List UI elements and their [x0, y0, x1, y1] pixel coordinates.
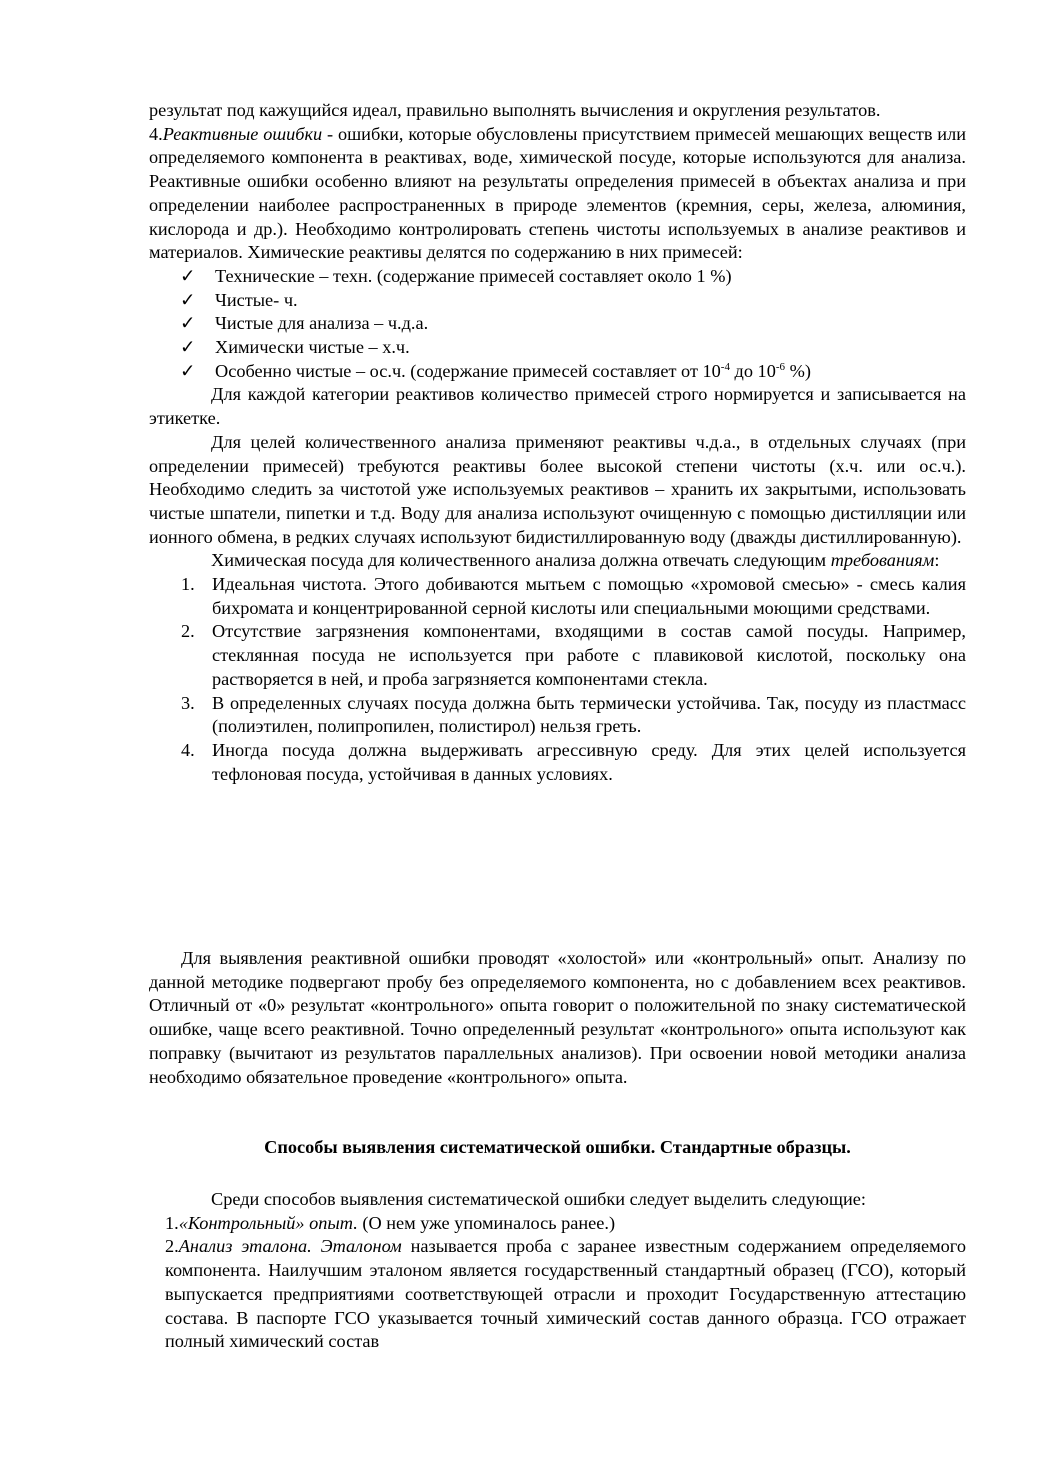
list-item: [149, 739, 966, 786]
purity-paragraph: Для целей количественного анализа применяют реактивы ч.д.а., в отдельных случаях (при определении примесей) требуются реактивы более высокой степени чистоты (х.ч. или ос.ч.). Необходимо следить за чистотой уже используемых реактивов – хранить их закрытыми, использовать чистые шпатели, пипетки и т.д. Воду для анализа используют очищенную с помощью дистилляции или ионного обмена, в редких случаях используют бидистиллированную воду (дважды дистиллированную).: [149, 431, 966, 547]
blank-experiment-paragraph: Для выявления реактивной ошибки проводят «холостой» или «контрольный» опыт. Анализу по данной методике подвергают пробу без определяемого компонента, но с добавлением всех реактивов. Отличный от «0» результат «контрольного» опыта говорит о положительной по знаку систематической ошибке, чаще всего реактивной. Точно определенный результат «контрольного» опыта используют как поправку (вычитают из результатов параллельных анализов). При освоении новой методики анализа необходимо обязательное проведение «контрольного» опыта.: [149, 948, 966, 1087]
method-title: «Контрольный» опыт.: [178, 1212, 358, 1233]
grade5-pre: Особенно чистые – ос.ч. (содержание примесей составляет от 10: [215, 360, 721, 381]
method-title: Анализ эталона. Эталоном: [178, 1236, 402, 1257]
list-number: 3.: [181, 692, 195, 713]
list-number: 1.: [181, 574, 195, 595]
labeling-paragraph: Для каждой категории реактивов количество примесей строго нормируется и записывается на этикетке.: [149, 384, 966, 429]
list-item: [149, 312, 966, 336]
section-heading: Способы выявления систематической ошибки. Стандартные образцы.: [264, 1137, 851, 1157]
checkmark-icon: ✓: [180, 337, 196, 358]
reactive-text: - ошибки, которые обусловлены присутствием примесей мешающих веществ или определяемого компонента в реактивах, воде, химической посуде, которые используются для анализа. Реактивные ошибки особенно влияют на результаты определения примесей в объектах анализа и при определении наиболее распространенных в природе элементов (кремния, серы, железа, алюминия, кислорода и др.). Необходимо контролировать степень чистоты используемых в анализе реактивов и материалов. Химические реактивы делятся по содержанию в них примесей:: [149, 123, 967, 263]
method-number: 2.: [165, 1236, 179, 1257]
list-item-text: Технические – техн. (содержание примесей составляет около 1 %): [215, 265, 732, 286]
glassware-text: Химическая посуда для количественного анализа должна отвечать следующим: [211, 550, 831, 571]
list-item-text: Химически чистые – х.ч.: [215, 337, 410, 358]
list-item: [149, 360, 966, 384]
glassware-colon: :: [934, 550, 940, 571]
method-text: называется проба с заранее известным содержанием определяемого компонента. Наилучшим эталоном является государственный стандартный образец (ГСО), который выпускается предприятиями соответствующей отрасли и проходит Государственную аттестацию состава. В паспорте ГСО указывается точный химический состав данного образца. ГСО отражает полный химический состав: [165, 1236, 966, 1352]
grade5-mid: до 10: [729, 360, 776, 381]
reagent-grades-list: [149, 265, 966, 384]
list-item-text: Чистые для анализа – ч.д.а.: [215, 313, 429, 334]
list-item-text: Чистые- ч.: [215, 289, 298, 310]
exponent-1: -4: [720, 360, 730, 373]
list-item-text: [215, 361, 811, 381]
list-item-text: В определенных случаях посуда должна быть термически устойчива. Так, посуду из пластмасс (полиэтилен, полипропилен, полистирол) нельзя греть.: [212, 692, 966, 737]
methods-intro: Среди способов выявления систематической ошибки следует выделить следующие:: [211, 1189, 866, 1209]
list-item: [149, 336, 966, 360]
checkmark-icon: ✓: [180, 289, 196, 310]
document-body-lower: [165, 1188, 966, 1354]
checkmark-icon: ✓: [180, 313, 196, 334]
method-item-2: [165, 1235, 966, 1354]
exponent-2: -6: [775, 360, 786, 373]
list-item: [149, 620, 966, 691]
list-number: 4.: [181, 739, 195, 760]
document-body-middle: [149, 947, 966, 1089]
checkmark-icon: ✓: [180, 265, 196, 286]
method-number: 1.: [165, 1212, 179, 1233]
list-item-text: Иногда посуда должна выдерживать агрессивную среду. Для этих целей используется тефлоновая посуда, устойчивая в данных условиях.: [212, 739, 966, 784]
glassware-requirements-list: [149, 573, 966, 786]
glassware-paragraph: [149, 549, 966, 573]
method-item-1: [165, 1212, 966, 1236]
reactive-errors-paragraph: [149, 123, 966, 265]
document-body-upper: [149, 99, 966, 786]
method-text: (О нем уже упоминалось ранее.): [357, 1212, 616, 1233]
grade5-post: %): [785, 360, 811, 381]
intro-paragraph: результат под кажущийся идеал, правильно выполнять вычисления и округления результатов.: [149, 100, 881, 120]
reactive-term: Реактивные ошибки: [162, 123, 323, 144]
reactive-number: 4.: [149, 123, 163, 144]
list-item: [149, 265, 966, 289]
list-item: [149, 692, 966, 739]
list-item-text: Отсутствие загрязнения компонентами, входящими в состав самой посуды. Например, стеклянная посуда не используется при работе с плавиковой кислотой, поскольку она растворяется в ней, и проба загрязняется компонентами стекла.: [212, 621, 966, 689]
list-item-text: Идеальная чистота. Этого добиваются мытьем с помощью «хромовой смесью» - смесь калия бихромата и концентрированной серной кислоты или специальными моющими средствами.: [212, 574, 966, 618]
list-item: [149, 573, 966, 620]
glassware-emphasis: требованиям: [830, 550, 935, 571]
list-number: 2.: [181, 621, 195, 642]
list-item: [149, 289, 966, 313]
checkmark-icon: ✓: [180, 360, 196, 381]
